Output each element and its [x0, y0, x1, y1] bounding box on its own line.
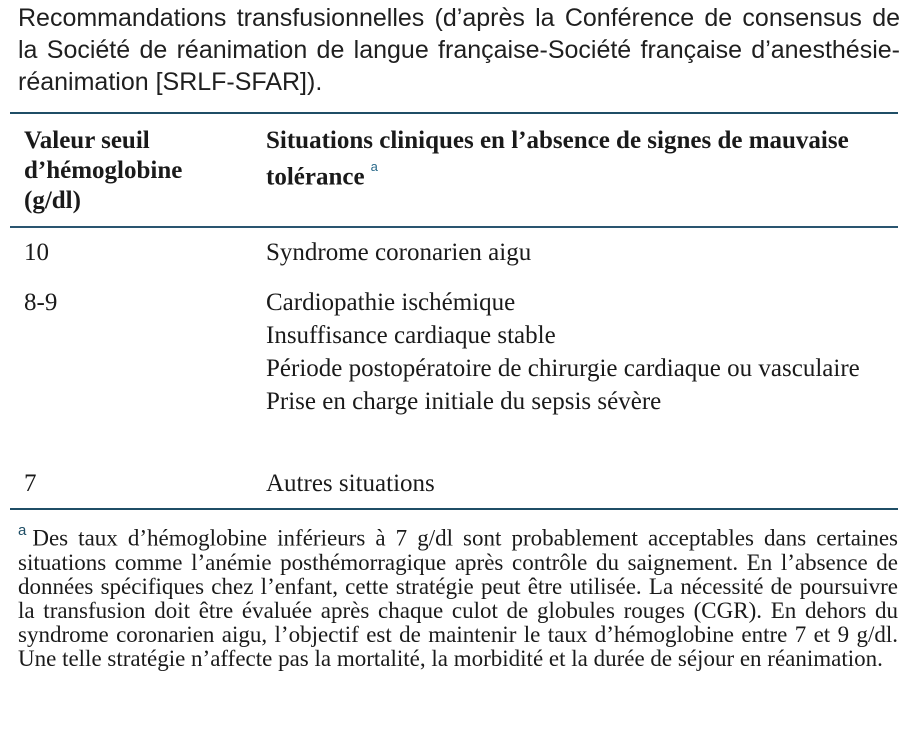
situation-item: Insuffisance cardiaque stable: [266, 322, 556, 349]
situation-item: Syndrome coronarien aigu: [266, 239, 532, 266]
row-8-9-threshold: 8-9: [24, 289, 58, 316]
footnote-text: Des taux d’hémoglobine inférieurs à 7 g/dl sont probablement acceptables dans certaines situations comme l’anémie posthémorragique après contrôle du saignement. En l’absence de données spécifiques chez l’enfant, cette stratégie peut être utilisée. La nécessité de poursuivre la transfusion doit être évaluée après chaque culot de globules rouges (CGR). En dehors du syndrome coronarien aigu, l’objectif est de maintenir le taux d’hémoglobine entre 7 et 9 g/dl. Une telle stratégie n’affecte pas la mortalité, la morbidité et la durée de séjour en réanimation.: [18, 525, 898, 671]
situation-item: Prise en charge initiale du sepsis sévère: [266, 388, 662, 415]
table-bottom-rule: [10, 508, 898, 510]
row-8-9-situations: [266, 286, 886, 418]
row-10-threshold: 10: [24, 239, 49, 266]
header-threshold: Valeur seuil d’hémoglobine (g/dl): [24, 127, 183, 214]
row-7-situations: [266, 467, 886, 500]
row-10-situations: [266, 236, 886, 269]
situation-item: Cardiopathie ischémique: [266, 289, 516, 316]
footnote-reference-mark: a: [370, 159, 378, 174]
footnote-mark: a: [18, 522, 27, 539]
situation-item: Période postopératoire de chirurgie cardiaque ou vasculaire: [266, 355, 860, 382]
header-clinical-situations-label: Situations cliniques en l’absence de signes de mauvaise tolérance: [266, 127, 849, 191]
header-clinical-situations: [266, 126, 886, 192]
situation-item: Autres situations: [266, 470, 435, 497]
table-caption: Recommandations transfusionnelles (d’après la Conférence de consensus de la Société de réanimation de langue française-Société française d’anesthésie-réanimation [SRLF-SFAR]).: [18, 4, 900, 96]
table-top-rule: [10, 112, 898, 114]
header-bottom-rule: [10, 226, 898, 228]
footnote: [18, 521, 898, 671]
row-7-threshold: 7: [24, 470, 37, 497]
